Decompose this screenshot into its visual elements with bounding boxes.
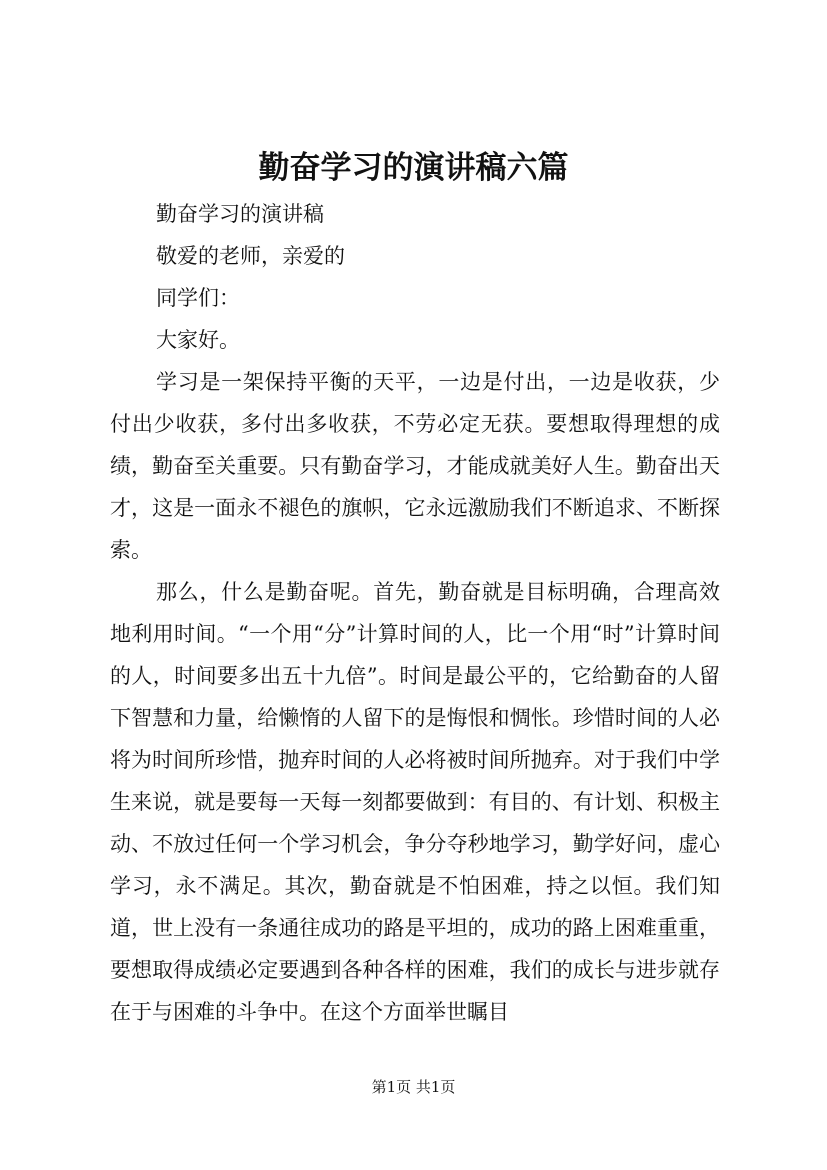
document-title: 勤奋学习的演讲稿六篇 — [258, 150, 569, 186]
page-number-footer: 第1页 共1页 — [371, 1078, 456, 1096]
paragraph-greeting: 大家好。 — [156, 328, 240, 352]
document-body — [110, 193, 720, 1033]
paragraph-body-2: 那么，什么是勤奋呢。首先，勤奋就是目标明确，合理高效地利用时间。“一个用“分”计算时间的人，比一个用“时”计算时间的人，时间要多出五十九倍”。时间是最公平的，它给勤奋的人留下智慧和力量，给懒惰的人留下的是悔恨和惆怅。珍惜时间的人必将为时间所珍惜，抛弃时间的人必将被时间所抛弃。对于我们中学生来说，就是要每一天每一刻都要做到：有目的、有计划、积极主动、不放过任何一个学习机会，争分夺秒地学习，勤学好问，虚心学习，永不满足。其次，勤奋就是不怕困难，持之以恒。我们知道，世上没有一条通往成功的路是平坦的，成功的路上困难重重，要想取得成绩必定要遇到各种各样的困难，我们的成长与进步就存在于与困难的斗争中。在这个方面举世瞩目 — [110, 580, 720, 1024]
paragraph-salutation-continued: 同学们： — [156, 286, 240, 310]
paragraph-subtitle: 勤奋学习的演讲稿 — [156, 202, 324, 226]
paragraph-salutation: 敬爱的老师，亲爱的 — [156, 244, 345, 268]
paragraph-body-1: 学习是一架保持平衡的天平，一边是付出，一边是收获，少付出少收获，多付出多收获，不劳必定无获。要想取得理想的成绩，勤奋至关重要。只有勤奋学习，才能成就美好人生。勤奋出天才，这是一面永不褪色的旗帜，它永远激励我们不断追求、不断探索。 — [110, 370, 720, 562]
